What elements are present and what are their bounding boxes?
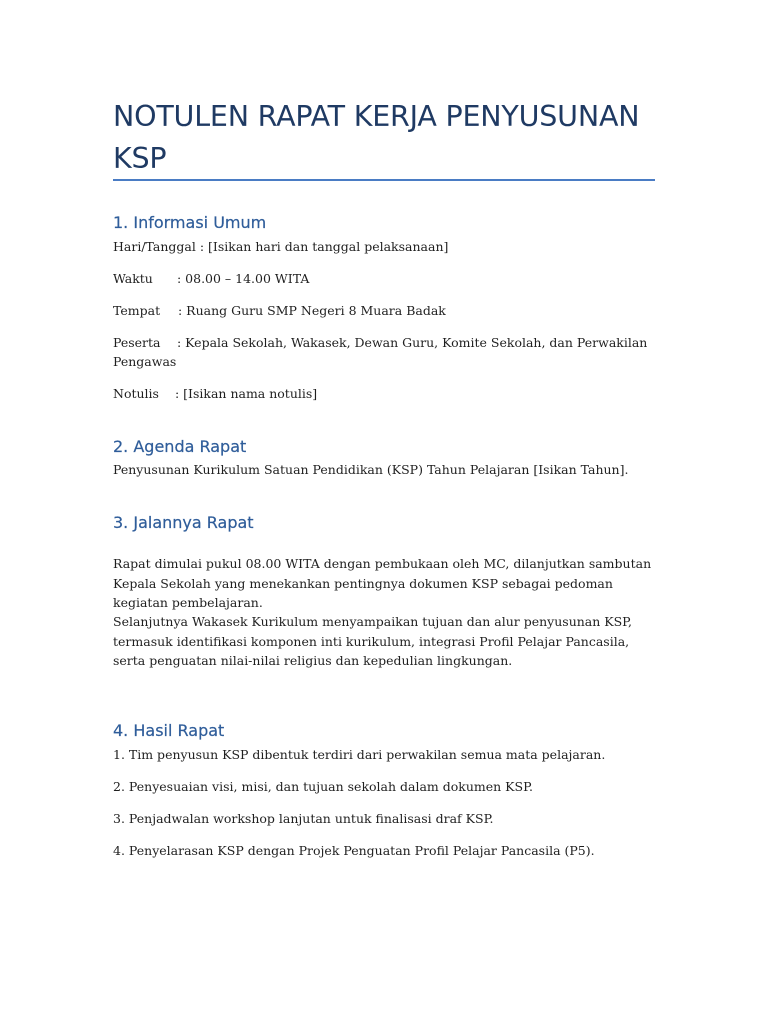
tempat-value: : Ruang Guru SMP Negeri 8 Muara Badak: [177, 303, 446, 318]
hasil-item-3: 3. Penjadwalan workshop lanjutan untuk finalisasi draf KSP.: [113, 811, 494, 826]
notulis-value: : [Isikan nama notulis]: [174, 386, 318, 401]
section-heading-hasil-rapat: 4. Hasil Rapat: [113, 721, 225, 740]
tempat-label: Tempat: [113, 303, 161, 318]
section-heading-jalannya-rapat: 3. Jalannya Rapat: [113, 513, 254, 532]
notulis-label: Notulis: [113, 386, 159, 401]
section-heading-informasi-umum: 1. Informasi Umum: [113, 213, 267, 232]
info-tempat: [113, 301, 658, 321]
hasil-item-1: 1. Tim penyusun KSP dibentuk terdiri dari perwakilan semua mata pelajaran.: [113, 747, 606, 762]
peserta-label: Peserta: [113, 335, 161, 350]
hasil-item-2: 2. Penyesuaian visi, misi, dan tujuan sekolah dalam dokumen KSP.: [113, 779, 533, 794]
jalannya-paragraph-2: Selanjutnya Wakasek Kurikulum menyampaikan tujuan dan alur penyusunan KSP, termasuk identifikasi komponen inti kurikulum, integrasi Profil Pelajar Pancasila, serta penguatan nilai-nilai religius dan kepedulian lingkungan.: [113, 614, 633, 668]
info-hari-tanggal: [113, 237, 658, 257]
info-peserta: [113, 333, 658, 353]
waktu-value: : 08.00 – 14.00 WITA: [176, 271, 310, 286]
waktu-label: Waktu: [113, 271, 153, 286]
jalannya-paragraph-1: Rapat dimulai pukul 08.00 WITA dengan pembukaan oleh MC, dilanjutkan sambutan Kepala Sekolah yang menekankan pentingnya dokumen KSP sebagai pedoman kegiatan pembelajaran.: [113, 556, 652, 610]
hasil-item-4: 4. Penyelarasan KSP dengan Projek Penguatan Profil Pelajar Pancasila (P5).: [113, 843, 595, 858]
peserta-value: : Kepala Sekolah, Wakasek, Dewan Guru, Komite Sekolah, dan Perwakilan: [176, 335, 648, 350]
document-title: NOTULEN RAPAT KERJA PENYUSUNAN KSP: [113, 100, 640, 175]
hari-tanggal-label: Hari/Tanggal: [113, 239, 196, 254]
info-waktu: [113, 269, 658, 289]
hari-tanggal-value: : [Isikan hari dan tanggal pelaksanaan]: [199, 239, 449, 254]
title-divider: [113, 179, 655, 181]
info-notulis: [113, 384, 658, 404]
section-heading-agenda-rapat: 2. Agenda Rapat: [113, 437, 247, 456]
agenda-text: Penyusunan Kurikulum Satuan Pendidikan (KSP) Tahun Pelajaran [Isikan Tahun].: [113, 462, 629, 477]
info-peserta-continued: Pengawas: [113, 354, 177, 369]
